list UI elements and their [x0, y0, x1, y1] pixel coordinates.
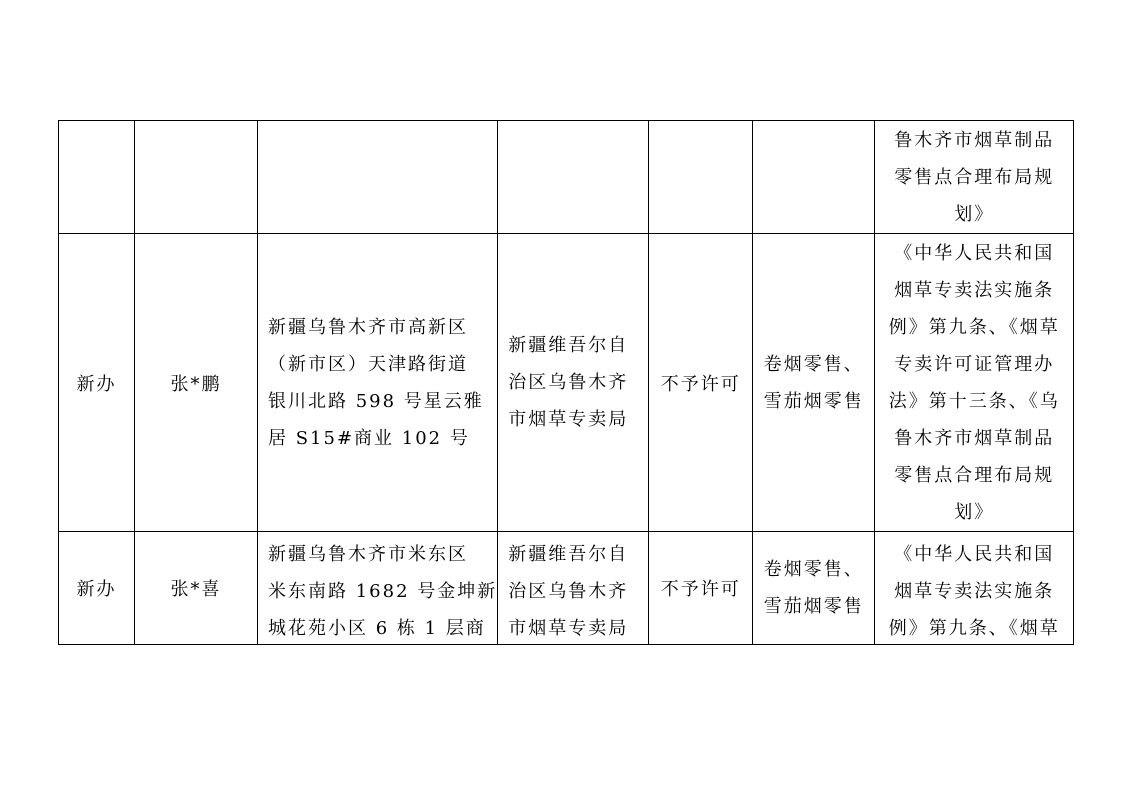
authority-cell — [498, 121, 649, 234]
address-line: 居 S15#商业 102 号 — [268, 427, 470, 449]
basis-line: 零售点合理布局规 — [894, 167, 1055, 188]
address-line: 米东南路 1682 号金坤新 — [268, 581, 498, 602]
address-cell — [258, 532, 498, 645]
name-cell — [135, 121, 258, 234]
decision-table — [58, 120, 1074, 645]
authority-cell — [498, 532, 649, 645]
scope-line: 卷烟零售、 — [763, 353, 864, 375]
basis-line: 划》 — [954, 204, 995, 225]
basis-line: 例》第九条、《烟草 — [888, 316, 1060, 338]
basis-line: 划》 — [954, 501, 995, 523]
result-cell: 不予许可 — [649, 532, 753, 645]
type-cell: 新办 — [59, 234, 135, 532]
address-cell — [258, 121, 498, 234]
table-row — [59, 532, 1074, 645]
table-row — [59, 121, 1074, 234]
basis-line: 《中华人民共和国 — [894, 544, 1055, 565]
address-line: 新疆乌鲁木齐市高新区 — [268, 316, 468, 338]
type-cell: 新办 — [59, 532, 135, 645]
type-cell — [59, 121, 135, 234]
address-line: 新疆乌鲁木齐市米东区 — [268, 544, 468, 565]
name-cell: 张*鹏 — [135, 234, 258, 532]
basis-line: 零售点合理布局规 — [894, 464, 1055, 486]
authority-cell — [498, 234, 649, 532]
result-cell: 不予许可 — [649, 234, 753, 532]
address-cell — [258, 234, 498, 532]
scope-cell — [753, 532, 875, 645]
authority-line: 市烟草专卖局 — [508, 409, 629, 430]
basis-line: 专卖许可证管理办 — [894, 353, 1055, 375]
scope-line: 卷烟零售、 — [763, 559, 864, 580]
address-line: 城花苑小区 6 栋 1 层商 — [268, 618, 486, 639]
authority-line: 治区乌鲁木齐 — [508, 581, 629, 602]
authority-line: 治区乌鲁木齐 — [508, 372, 629, 393]
result-cell — [649, 121, 753, 234]
basis-line: 鲁木齐市烟草制品 — [894, 427, 1055, 449]
basis-line: 鲁木齐市烟草制品 — [894, 130, 1055, 151]
name-cell: 张*喜 — [135, 532, 258, 645]
table-row — [59, 234, 1074, 532]
basis-line: 烟草专卖法实施条 — [894, 279, 1055, 301]
address-line: （新市区）天津路街道 — [268, 353, 468, 375]
scope-cell — [753, 234, 875, 532]
basis-line: 烟草专卖法实施条 — [894, 581, 1055, 602]
scope-line: 雪茄烟零售 — [763, 390, 864, 412]
basis-cell — [875, 532, 1074, 645]
basis-cell — [875, 121, 1074, 234]
basis-cell — [875, 234, 1074, 532]
scope-line: 雪茄烟零售 — [763, 596, 864, 617]
authority-line: 市烟草专卖局 — [508, 618, 629, 639]
basis-line: 法》第十三条、《乌 — [888, 390, 1060, 412]
basis-line: 《中华人民共和国 — [894, 242, 1055, 264]
address-line: 银川北路 598 号星云雅 — [268, 390, 484, 412]
authority-line: 新疆维吾尔自 — [508, 335, 629, 356]
basis-line: 例》第九条、《烟草 — [888, 618, 1060, 639]
authority-line: 新疆维吾尔自 — [508, 544, 629, 565]
scope-cell — [753, 121, 875, 234]
